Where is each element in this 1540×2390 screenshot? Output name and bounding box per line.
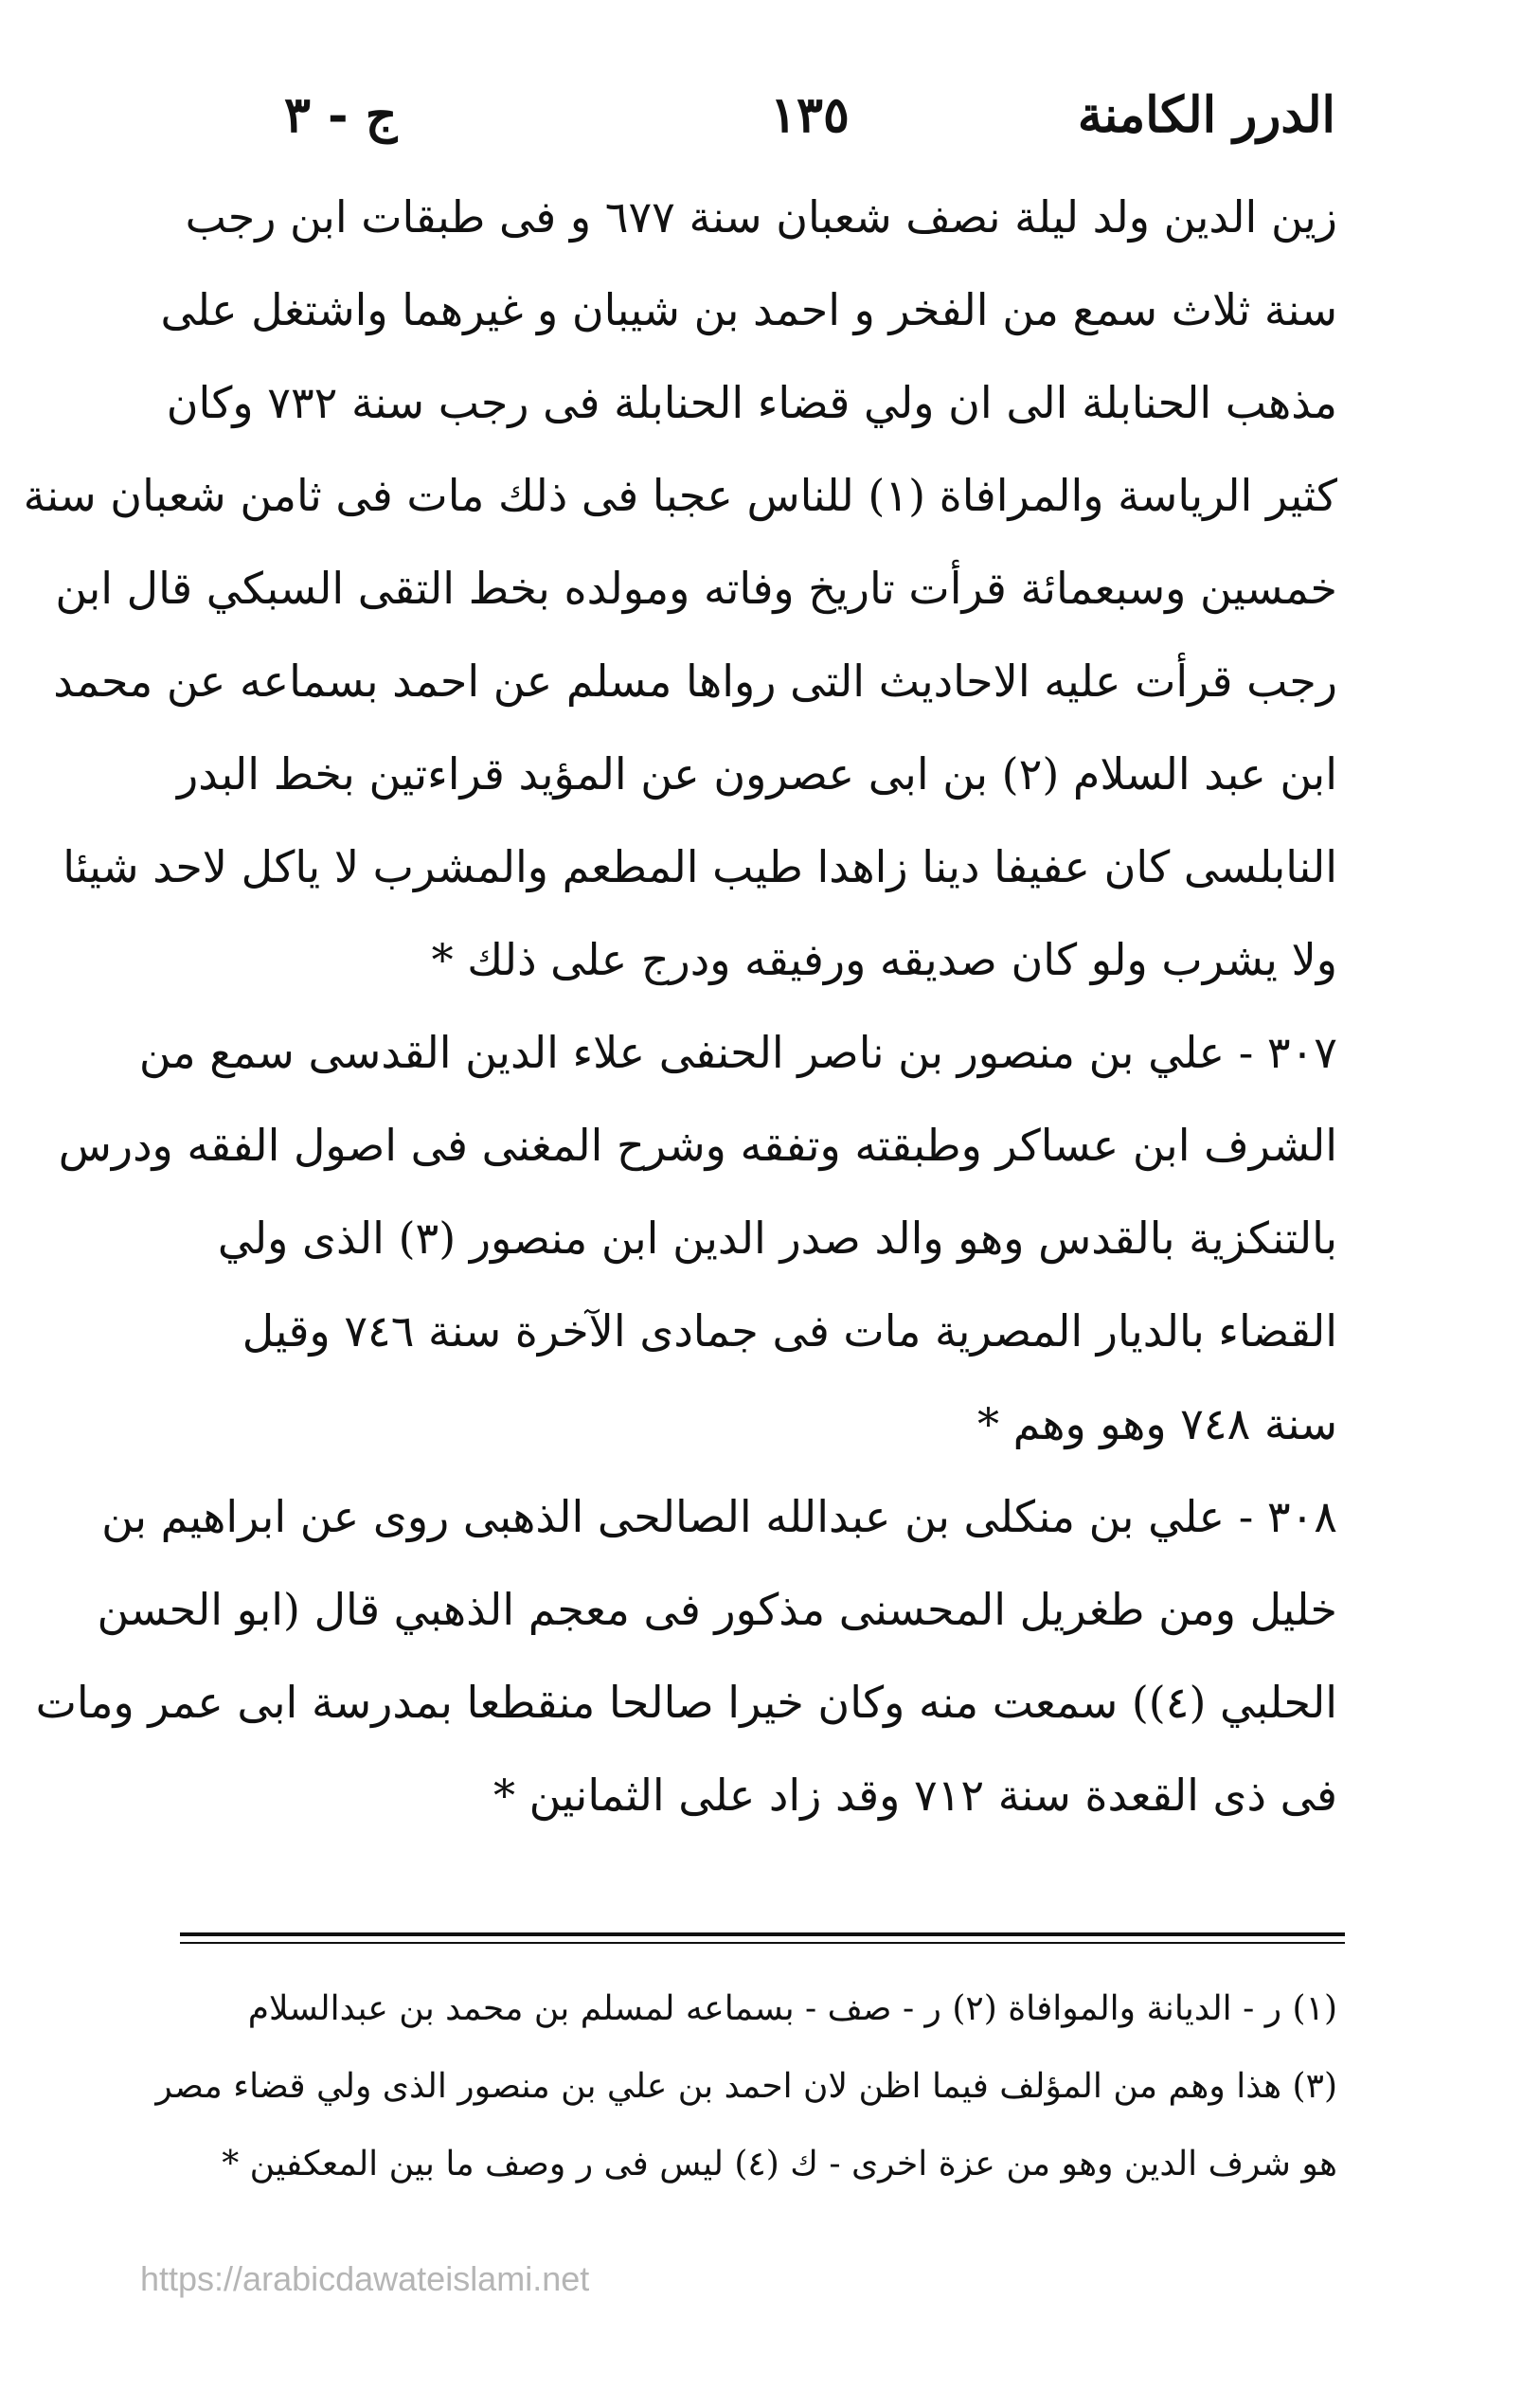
text-line: كثير الرياسة والمرافاة (١) للناس عجبا فى ذلك مات فى ثامن شعبان سنة: [23, 470, 1337, 521]
footnote-separator-thin: [180, 1942, 1345, 1944]
entry-continuation: [23, 171, 1337, 1006]
footnote-line: (١) ر - الديانة والموافاة (٢) ر - صف - بسماعه لمسلم بن محمد بن عبدالسلام: [247, 1989, 1337, 2028]
footnote-line: (٣) هذا وهم من المؤلف فيما اظن لان احمد بن علي بن منصور الذى ولي قضاء مصر: [155, 2067, 1337, 2106]
text-line: النابلسى كان عفيفا دينا زاهدا طيب المطعم والمشرب لا ياكل لاحد شيئا: [63, 841, 1337, 892]
text-line: ٣٠٨ - علي بن منكلى بن عبدالله الصالحى الذهبى روى عن ابراهيم بن: [101, 1491, 1337, 1542]
footnote-separator: [180, 1932, 1345, 1936]
text-line: ٣٠٧ - علي بن منصور بن ناصر الحنفى علاء الدين القدسى سمع من: [138, 1027, 1337, 1078]
volume-label: ج - ٣: [284, 86, 398, 144]
entry-307: [58, 1006, 1337, 1470]
text-line: ولا يشرب ولو كان صديقه ورفيقه ودرج على ذلك *: [431, 934, 1337, 985]
footnote-line: هو شرف الدين وهو من عزة اخرى - ك (٤) ليس فى ر وصف ما بين المعكفين *: [222, 2145, 1337, 2183]
page-header: [284, 78, 1335, 153]
text-line: بالتنكزية بالقدس وهو والد صدر الدين ابن منصور (٣) الذى ولي: [217, 1213, 1337, 1264]
page-number: ١٣٥: [770, 86, 850, 144]
text-line: خمسين وسبعمائة قرأت تاريخ وفاته ومولده بخط التقى السبكي قال ابن: [55, 563, 1337, 614]
text-line: رجب قرأت عليه الاحاديث التى رواها مسلم عن احمد بسماعه عن محمد: [53, 656, 1337, 707]
text-line: سنة ثلاث سمع من الفخر و احمد بن شيبان و غيرهما واشتغل على: [160, 284, 1337, 335]
text-line: ابن عبد السلام (٢) بن ابى عصرون عن المؤيد قراءتين بخط البدر: [177, 748, 1337, 800]
text-line: القضاء بالديار المصرية مات فى جمادى الآخرة سنة ٧٤٦ وقيل: [242, 1305, 1337, 1357]
text-line: سنة ٧٤٨ وهو وهم *: [976, 1398, 1337, 1449]
footnotes: [155, 1970, 1337, 2203]
text-line: فى ذى القعدة سنة ٧١٢ وقد زاد على الثمانين *: [493, 1770, 1337, 1821]
entry-308: [35, 1470, 1337, 1842]
main-text: [23, 171, 1337, 1842]
text-line: الشرف ابن عساكر وطبقته وتفقه وشرح المغنى فى اصول الفقه ودرس: [58, 1120, 1337, 1171]
text-line: خليل ومن طغريل المحسنى مذكور فى معجم الذهبي قال (ابو الحسن: [97, 1584, 1337, 1635]
watermark-url: https://arabicdawateislami.net: [140, 2259, 590, 2298]
text-line: مذهب الحنابلة الى ان ولي قضاء الحنابلة فى رجب سنة ٧٣٢ وكان: [166, 377, 1337, 428]
text-line: زين الدين ولد ليلة نصف شعبان سنة ٦٧٧ و فى طبقات ابن رجب: [185, 191, 1337, 243]
book-title: الدرر الكامنة: [1077, 86, 1335, 144]
text-line: الحلبي (٤)) سمعت منه وكان خيرا صالحا منقطعا بمدرسة ابى عمر ومات: [35, 1677, 1337, 1728]
